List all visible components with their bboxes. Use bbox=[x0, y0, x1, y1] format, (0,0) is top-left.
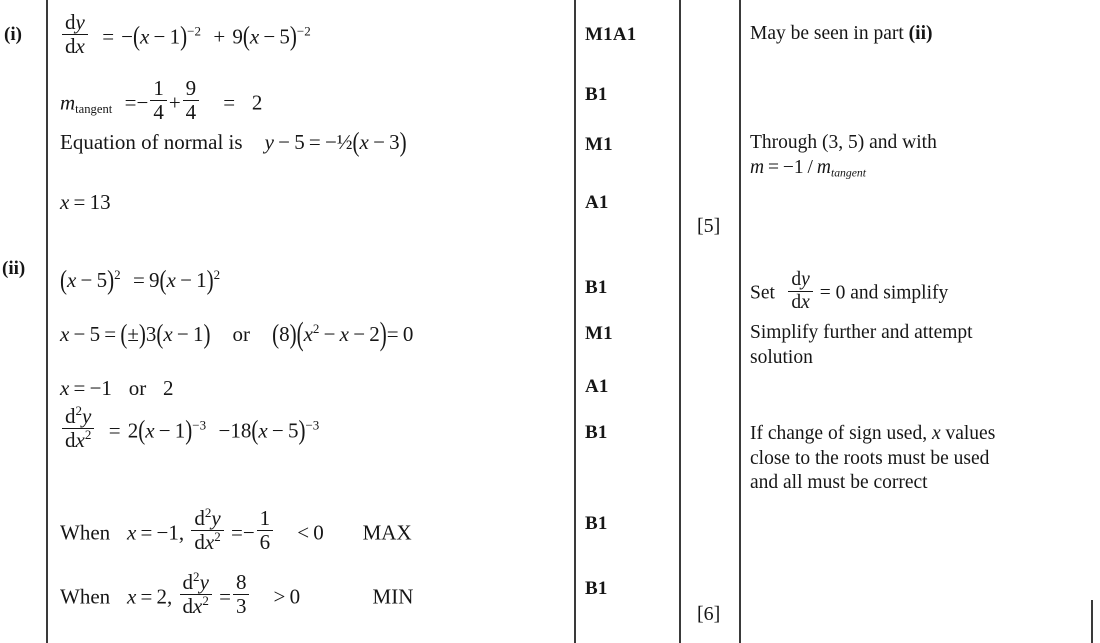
mark-code-9: B1 bbox=[585, 513, 608, 534]
mark-code-10: B1 bbox=[585, 578, 608, 599]
comment-set-suffix: = 0 and simplify bbox=[819, 282, 949, 304]
part-label-ii: (ii) bbox=[2, 258, 26, 279]
comment-through-point bbox=[750, 131, 1080, 180]
comment-text: May be seen in part bbox=[750, 23, 909, 44]
column-rule-marks bbox=[574, 0, 576, 643]
comment-change-of-sign bbox=[750, 422, 1090, 496]
when-prefix-max: When bbox=[60, 520, 111, 545]
working-derivative: $\frac{dy}{dx}$ = $-(x - 1)^{-2} + 9(x - 5)^{-2}$ bbox=[60, 12, 311, 58]
normal-prefix: Equation of normal is bbox=[60, 130, 243, 154]
working-answer-x: x = 13 bbox=[60, 190, 111, 214]
mark-code-4: A1 bbox=[585, 192, 609, 213]
mark-code-3: M1 bbox=[585, 134, 613, 155]
column-rule-part bbox=[46, 0, 48, 643]
comment-sign-line2: close to the roots must be used bbox=[750, 447, 990, 469]
working-squared-equation: $(x - 5)^2 = 9(x - 1)^2$ bbox=[60, 264, 221, 296]
comment-simplify-further bbox=[750, 321, 1090, 370]
column-rule-total bbox=[679, 0, 681, 643]
total-marks-part-i: [5] bbox=[697, 215, 721, 237]
working-normal-equation: Equation of normal is y − 5 = −½(x − 3) bbox=[60, 126, 407, 158]
part-label-i: (i) bbox=[4, 24, 22, 45]
total-marks-part-ii: [6] bbox=[697, 603, 721, 625]
comment-sign-line3: and all must be correct bbox=[750, 472, 928, 494]
comment-may-be-seen bbox=[750, 22, 933, 47]
mark-code-7: A1 bbox=[585, 376, 609, 397]
working-max-test: When x = −1, $\frac{d^2y}{dx^2}$ =− $\frac{1}{6}$ < 0 MAX bbox=[60, 504, 412, 555]
working-second-derivative: $\frac{d^2y}{dx^2}$ = $2(x - 1)^{-3} -18(x - 5)^{-3}$ bbox=[60, 406, 319, 452]
comment-set-derivative-zero: Set $\frac{dy}{dx}$ = 0 and simplify bbox=[750, 269, 949, 313]
comment-line2-math: $m = -1 / m_{tangent}$ bbox=[750, 156, 867, 179]
comment-simplify-line1: Simplify further and attempt bbox=[750, 322, 973, 343]
working-gradient-tangent: $m_{tangent}$ =− $\frac{1}{4}$ + $\frac{9}{4}$ = 2 bbox=[60, 76, 263, 125]
comment-sign-line1a: If change of sign used, bbox=[750, 423, 928, 444]
page-edge-rule bbox=[1091, 600, 1093, 643]
mark-code-5: B1 bbox=[585, 277, 608, 298]
mark-code-1: M1A1 bbox=[585, 24, 637, 45]
working-min-test: When x = 2, $\frac{d^2y}{dx^2}$ = $\frac{8}{3}$ > 0 MIN bbox=[60, 568, 414, 619]
min-label: MIN bbox=[372, 584, 414, 609]
comment-simplify-line2: solution bbox=[750, 346, 813, 368]
working-roots: x = −1 or 2 bbox=[60, 376, 174, 400]
comment-variable-x: x bbox=[931, 423, 941, 444]
working-factorised: x − 5 = (±)3(x − 1) or $(8)(x^2 - x - 2)= 0$ bbox=[60, 314, 414, 353]
column-rule-comments bbox=[739, 0, 741, 643]
comment-part-ref: (ii) bbox=[908, 23, 933, 44]
comment-line1: Through (3, 5) and with bbox=[750, 132, 937, 153]
max-label: MAX bbox=[362, 520, 412, 545]
mark-code-2: B1 bbox=[585, 84, 608, 105]
when-prefix-min: When bbox=[60, 584, 111, 609]
comment-set-prefix: Set bbox=[750, 282, 775, 304]
mark-code-8: B1 bbox=[585, 422, 608, 443]
comment-sign-line1b: values bbox=[945, 423, 996, 444]
mark-code-6: M1 bbox=[585, 323, 613, 344]
